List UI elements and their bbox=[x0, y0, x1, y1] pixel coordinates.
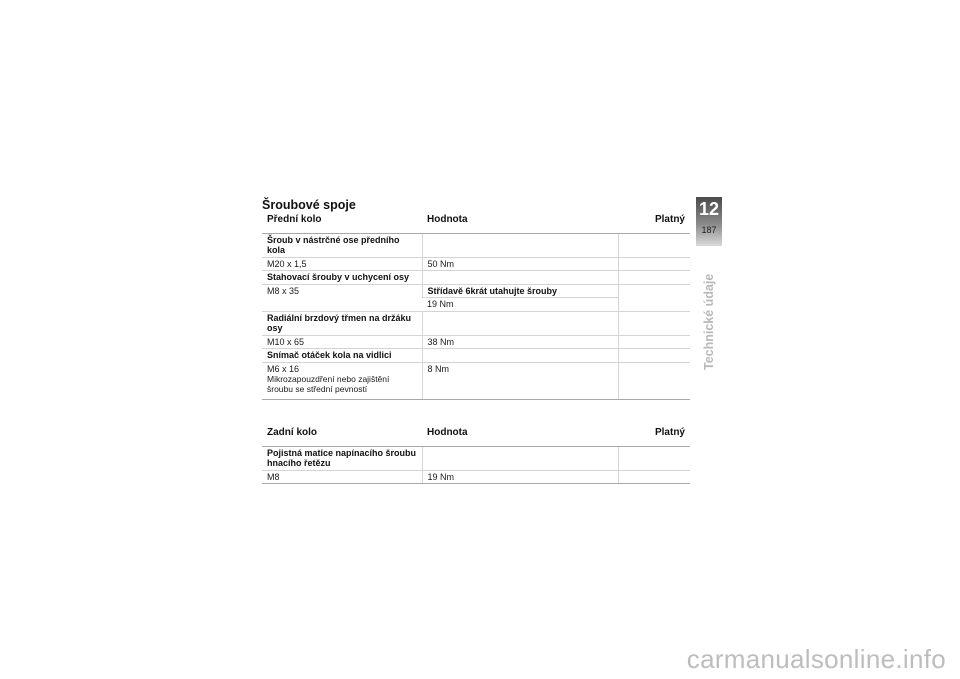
header-part: Zadní kolo bbox=[262, 424, 422, 446]
header-value: Hodnota bbox=[422, 424, 618, 446]
item-name: Pojistná matice napínacího šroubu hnacího řetězu bbox=[262, 446, 422, 470]
item-spec: M10 x 65 bbox=[262, 335, 422, 349]
table-row bbox=[262, 257, 690, 271]
item-spec: M6 x 16 bbox=[267, 363, 300, 374]
item-spec: M20 x 1,5 bbox=[262, 257, 422, 271]
item-spec-cell bbox=[262, 362, 422, 399]
item-value: 19 Nm bbox=[422, 470, 618, 484]
chapter-label: Technické údaje bbox=[702, 273, 716, 370]
item-value: 38 Nm bbox=[422, 335, 618, 349]
chapter-number: 12 bbox=[698, 199, 720, 219]
watermark: carmanualsonline.info bbox=[686, 644, 946, 674]
item-spec-note: Mikrozapouzdření nebo zajištění šroubu se střední pevností bbox=[267, 374, 390, 394]
item-spec: M8 x 35 bbox=[262, 284, 422, 311]
header-value: Hodnota bbox=[422, 211, 618, 233]
page-number: 187 bbox=[701, 225, 717, 235]
item-name: Radiální brzdový třmen na držáku osy bbox=[262, 311, 422, 335]
item-name: Snímač otáček kola na vidlici bbox=[262, 349, 422, 363]
table-row bbox=[262, 470, 690, 484]
item-value: 19 Nm bbox=[422, 298, 618, 312]
item-value: 8 Nm bbox=[422, 362, 618, 399]
header-valid: Platný bbox=[618, 211, 690, 233]
table-row bbox=[262, 335, 690, 349]
header-part: Přední kolo bbox=[262, 211, 422, 233]
table-header bbox=[262, 424, 690, 446]
item-value: 50 Nm bbox=[422, 257, 618, 271]
item-spec: M8 bbox=[262, 470, 422, 484]
table-row bbox=[262, 446, 690, 470]
table-row bbox=[262, 284, 690, 298]
table-row bbox=[262, 311, 690, 335]
header-valid: Platný bbox=[618, 424, 690, 446]
front-wheel-table bbox=[262, 211, 690, 400]
section-title: Šroubové spoje bbox=[262, 198, 356, 212]
item-name: Stahovací šrouby v uchycení osy bbox=[262, 271, 422, 285]
table-row bbox=[262, 271, 690, 285]
chapter-tab bbox=[696, 197, 722, 246]
table-row bbox=[262, 233, 690, 257]
table-row bbox=[262, 349, 690, 363]
rear-wheel-table bbox=[262, 424, 690, 484]
table-row bbox=[262, 362, 690, 399]
item-value-note: Střídavě 6krát utahujte šrouby bbox=[422, 284, 618, 298]
item-name: Šroub v nástrčné ose předního kola bbox=[262, 233, 422, 257]
table-header bbox=[262, 211, 690, 233]
